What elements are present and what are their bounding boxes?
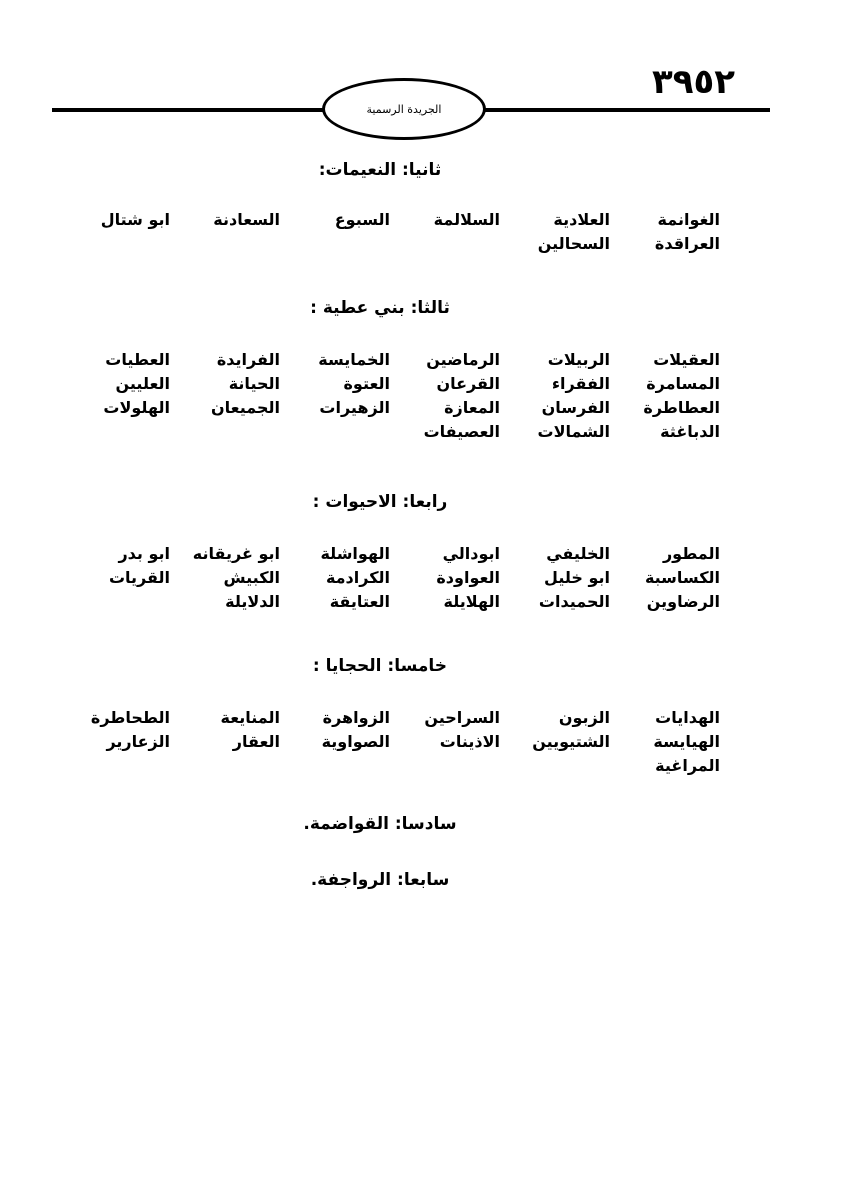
clan-name: الهيايسة [653,732,720,751]
clan-name: ابو غريقانه [192,544,280,563]
publication-name: الجريدة الرسمية [366,102,442,116]
names-row [60,730,720,754]
names-row [60,396,720,420]
clan-name: الجميعان [211,398,280,417]
clan-name: الشمالات [537,422,610,441]
clan-name: القرعان [436,374,500,393]
clan-name: الصواوية [321,732,390,751]
clan-name: الحيانة [228,374,280,393]
clan-name: الدباغثة [660,422,720,441]
clan-name: الدلايلة [225,592,280,611]
names-list [60,706,720,778]
clan-name: الرضاوين [646,592,720,611]
clan-name: العصيفات [423,422,500,441]
clan-name: الكبيش [223,568,280,587]
names-row [60,208,720,232]
clan-name: الهدايات [655,708,720,727]
section-heading: سابعا: الرواجفة. [310,870,450,890]
clan-name: العتايقة [329,592,390,611]
clan-name: السبوع [334,210,390,229]
names-row [60,706,720,730]
names-list [60,542,720,614]
clan-name: العلادية [553,210,610,229]
clan-name: الخليفي [546,544,610,563]
clan-name: المراغية [655,756,720,775]
names-row [60,542,720,566]
clan-name: العطاطرة [643,398,720,417]
section-heading: سادسا: القواضمة. [303,814,457,834]
clan-name: العقار [232,732,280,751]
names-row [60,566,720,590]
clan-name: الزواهرة [322,708,390,727]
clan-name: الكرادمة [325,568,390,587]
names-row [60,348,720,372]
clan-name: الفرسان [541,398,610,417]
clan-name: العطيات [105,350,170,369]
names-row [60,420,720,444]
clan-name: الزبون [558,708,610,727]
clan-name: السراحين [424,708,500,727]
clan-name: المسامرة [646,374,720,393]
clan-name: القريات [108,568,170,587]
clan-name: العليين [115,374,170,393]
clan-name: ابو بدر [118,544,170,563]
clan-name: ابو خليل [544,568,610,587]
clan-name: الزعارير [106,732,170,751]
clan-name: العواودة [436,568,500,587]
clan-name: السحالين [537,234,610,253]
clan-name: الخمايسة [318,350,390,369]
clan-name: المعازة [444,398,500,417]
clan-name: الحميدات [538,592,610,611]
clan-name: الاذينات [439,732,500,751]
clan-name: ابودالي [442,544,500,563]
clan-name: ابو شتال [100,210,170,229]
clan-name: الغوانمة [657,210,720,229]
names-list [60,348,720,444]
clan-name: الكساسبة [644,568,720,587]
clan-name: المنايعة [220,708,280,727]
clan-name: الطحاطرة [90,708,170,727]
page-number: ٣٩٥٢ [652,62,736,102]
names-row [60,232,720,256]
names-row [60,372,720,396]
section-heading: رابعا: الاحيوات : [312,492,448,512]
clan-name: الفقراء [551,374,610,393]
clan-name: العتوة [343,374,390,393]
clan-name: السلالمة [433,210,500,229]
clan-name: الهلايلة [443,592,500,611]
clan-name: الرماضين [426,350,500,369]
section-heading: ثانيا: النعيمات: [318,160,442,180]
clan-name: السعادنة [213,210,280,229]
clan-name: الهلولات [103,398,170,417]
clan-name: الشتيويين [532,732,610,751]
clan-name: العراقدة [654,234,720,253]
names-row [60,590,720,614]
clan-name: الربيلات [547,350,610,369]
clan-name: الفرايدة [216,350,280,369]
publication-oval [322,78,486,140]
clan-name: العقيلات [653,350,720,369]
section-heading: خامسا: الحجايا : [312,656,448,676]
clan-name: الهواشلة [320,544,390,563]
clan-name: الزهيرات [319,398,390,417]
clan-name: المطور [662,544,720,563]
names-row [60,754,720,778]
section-heading: ثالثا: بني عطية : [310,298,450,318]
names-list [60,208,720,256]
